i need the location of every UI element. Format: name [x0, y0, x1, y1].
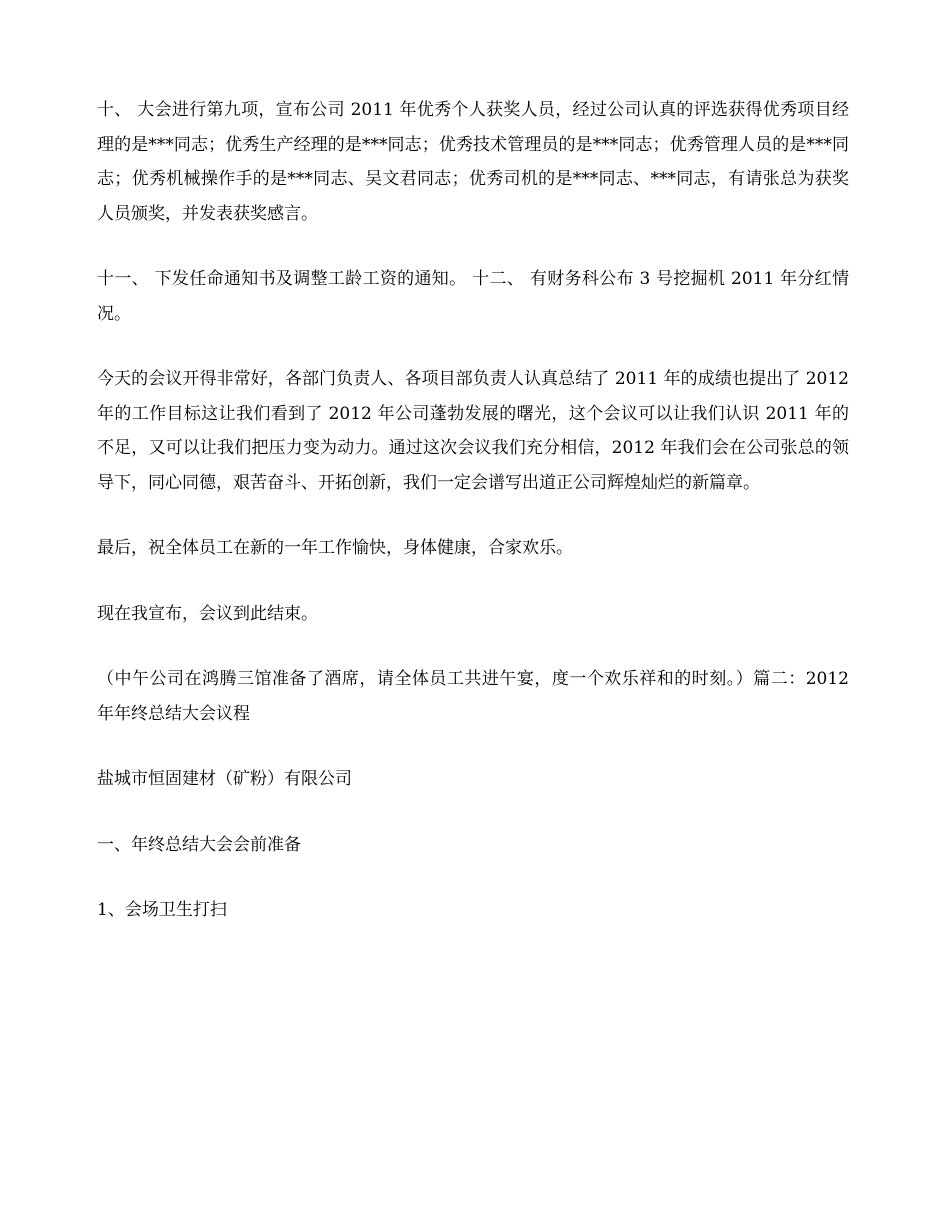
- paragraph-lunch-note: （中午公司在鸿腾三馆准备了酒席，请全体员工共进午宴，度一个欢乐祥和的时刻。）篇二：2012 年年终总结大会议程: [97, 669, 849, 724]
- section-heading: 一、年终总结大会会前准备: [97, 834, 301, 855]
- paragraph-closing-wishes: 最后，祝全体员工在新的一年工作愉快，身体健康，合家欢乐。: [97, 538, 573, 558]
- paragraph-item-10: 十、 大会进行第九项，宣布公司 2011 年优秀个人获奖人员，经过公司认真的评选获得优秀项目经理的是***同志；优秀生产经理的是***同志；优秀技术管理员的是***同志；优秀管理人员的是***同志；优秀机械操作手的是***同志、吴文君同志；优秀司机的是***同志、***同志，有请张总为获奖人员颁奖，并发表获奖感言。: [97, 100, 849, 224]
- paragraph-items-11-12: 十一、 下发任命通知书及调整工龄工资的通知。 十二、 有财务科公布 3 号挖掘机 2011 年分红情况。: [97, 269, 849, 324]
- subsection-heading: 1、会场卫生打扫: [97, 900, 227, 920]
- paragraph-meeting-end: 现在我宣布，会议到此结束。: [97, 603, 318, 624]
- document-page: [97, 93, 849, 959]
- company-name: 盐城市恒固建材（矿粉）有限公司: [97, 769, 352, 789]
- paragraph-meeting-summary: 今天的会议开得非常好，各部门负责人、各项目部负责人认真总结了 2011 年的成绩也提出了 2012 年的工作目标这让我们看到了 2012 年公司蓬勃发展的曙光，这个会议可以让我们认识 2011 年的不足，又可以让我们把压力变为动力。通过这次会议我们充分相信，2012 年我们会在公司张总的领导下，同心同德，艰苦奋斗、开拓创新，我们一定会谱写出道正公司辉煌灿烂的新篇章。: [97, 369, 849, 493]
